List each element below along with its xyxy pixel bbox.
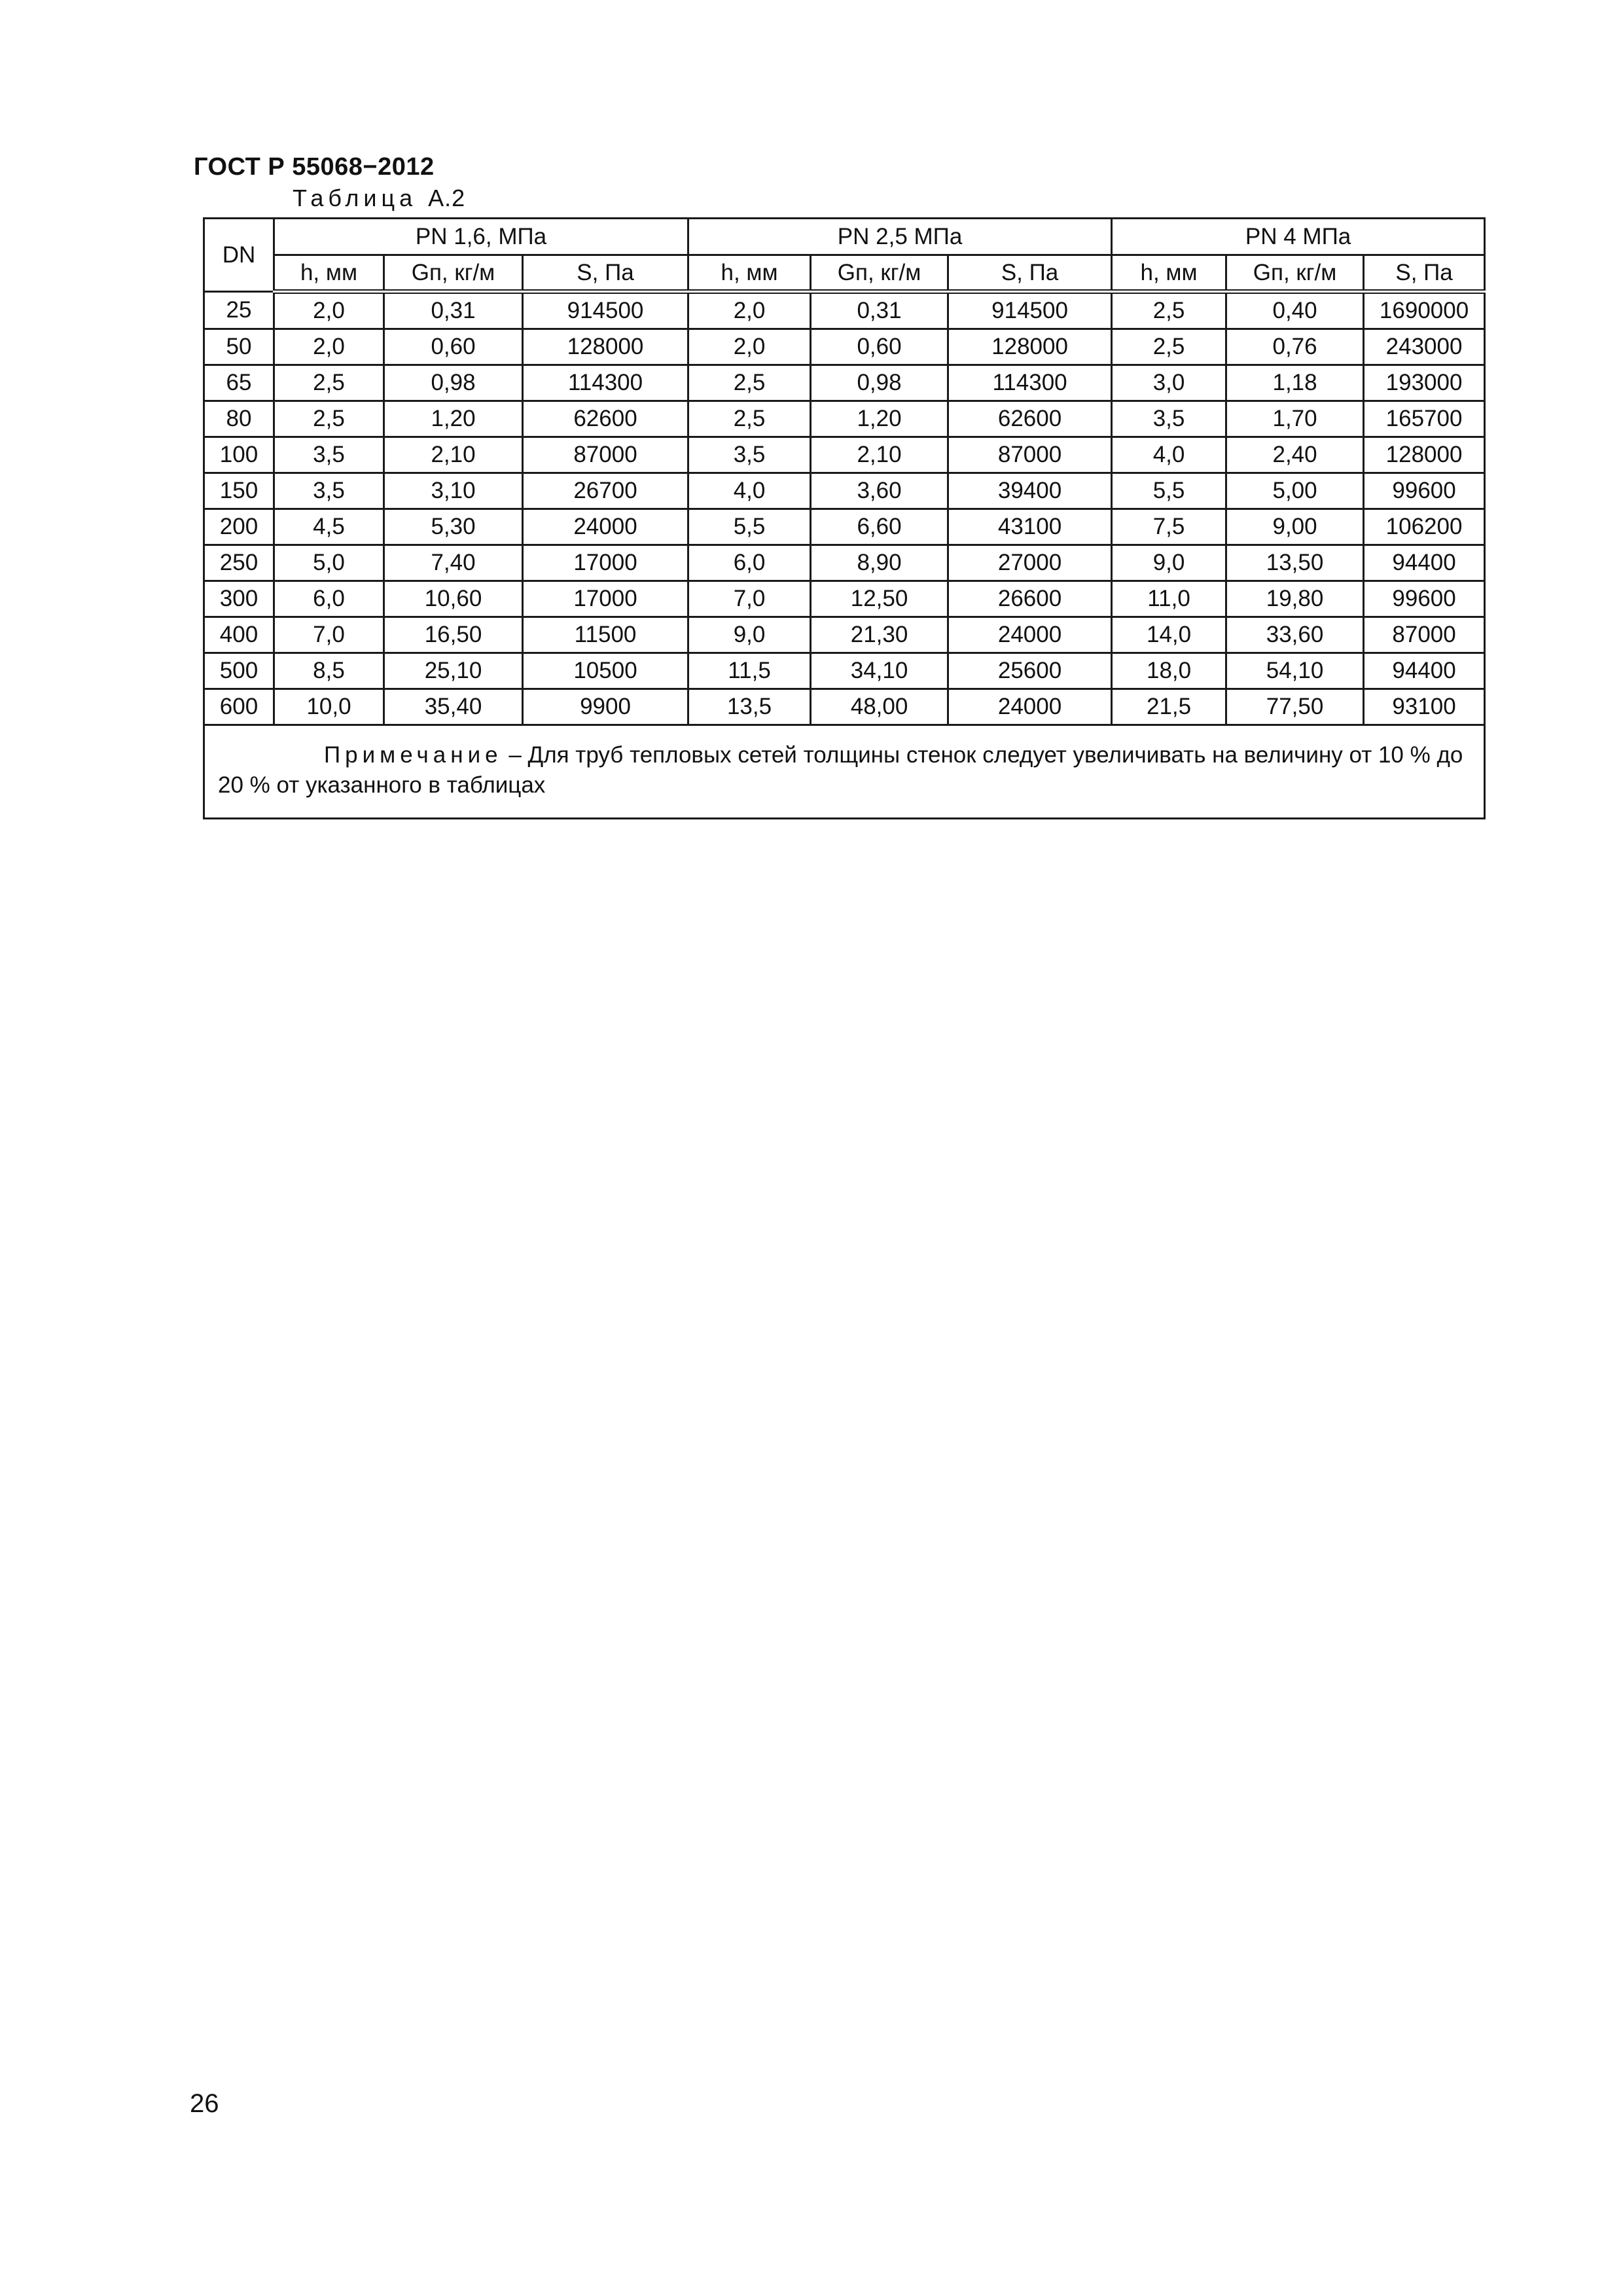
header-column: Gп, кг/м	[1226, 255, 1364, 292]
table-cell: 165700	[1364, 401, 1485, 437]
table-cell: 0,98	[811, 365, 948, 401]
table-cell: 25,10	[384, 653, 523, 689]
table-cell: 2,0	[688, 329, 811, 365]
table-cell: 1,70	[1226, 401, 1364, 437]
table-cell: 3,5	[1112, 401, 1226, 437]
table-caption	[293, 185, 465, 212]
table-row	[204, 329, 1485, 365]
table-cell: 5,30	[384, 509, 523, 545]
table-cell: 11500	[523, 617, 688, 653]
table-cell-dn: 400	[204, 617, 274, 653]
table-cell: 128000	[523, 329, 688, 365]
table-header-row-columns	[204, 255, 1485, 292]
header-group: PN 2,5 МПа	[688, 219, 1112, 255]
table-cell: 24000	[948, 689, 1112, 725]
table-cell: 7,40	[384, 545, 523, 581]
table-cell: 9,00	[1226, 509, 1364, 545]
table-body	[204, 292, 1485, 725]
table-row	[204, 509, 1485, 545]
table-cell: 114300	[523, 365, 688, 401]
table-cell: 54,10	[1226, 653, 1364, 689]
header-column: S, Па	[948, 255, 1112, 292]
table-cell: 24000	[523, 509, 688, 545]
table-cell: 3,5	[688, 437, 811, 473]
table-cell: 0,40	[1226, 292, 1364, 329]
table-cell: 21,30	[811, 617, 948, 653]
header-group: PN 1,6, МПа	[274, 219, 688, 255]
header-dn: DN	[204, 219, 274, 292]
table-cell-dn: 65	[204, 365, 274, 401]
table-cell: 3,10	[384, 473, 523, 509]
table-cell: 5,0	[274, 545, 384, 581]
header-column: Gп, кг/м	[811, 255, 948, 292]
table-row	[204, 292, 1485, 329]
table-cell: 9900	[523, 689, 688, 725]
table-cell: 1,20	[811, 401, 948, 437]
table-cell: 3,5	[274, 473, 384, 509]
table-cell: 26700	[523, 473, 688, 509]
table-cell: 0,31	[811, 292, 948, 329]
table-cell: 7,5	[1112, 509, 1226, 545]
table-cell-dn: 25	[204, 292, 274, 329]
table-row	[204, 401, 1485, 437]
table-cell: 12,50	[811, 581, 948, 617]
table-cell: 2,5	[688, 365, 811, 401]
table-cell: 2,0	[274, 292, 384, 329]
header-column: S, Па	[523, 255, 688, 292]
table-cell: 7,0	[688, 581, 811, 617]
header-column: h, мм	[688, 255, 811, 292]
table-cell: 94400	[1364, 653, 1485, 689]
header-column: h, мм	[274, 255, 384, 292]
table-cell: 6,60	[811, 509, 948, 545]
table-cell-dn: 600	[204, 689, 274, 725]
note-text: – Для труб тепловых сетей толщины стенок следует увеличивать на величину от 10 % до 20 % от указанного в таблицах	[218, 742, 1463, 798]
note-label: Примечание	[324, 742, 503, 768]
table-cell: 99600	[1364, 581, 1485, 617]
table-cell: 2,0	[688, 292, 811, 329]
table-cell: 914500	[523, 292, 688, 329]
table-row	[204, 473, 1485, 509]
table-cell-dn: 300	[204, 581, 274, 617]
table-cell: 7,0	[274, 617, 384, 653]
table-row	[204, 437, 1485, 473]
table-cell: 17000	[523, 581, 688, 617]
table-cell: 128000	[948, 329, 1112, 365]
document-header-code: ГОСТ Р 55068−2012	[194, 153, 435, 181]
table-cell: 26600	[948, 581, 1112, 617]
table-cell: 10,60	[384, 581, 523, 617]
table-cell: 2,0	[274, 329, 384, 365]
table-note-row	[204, 725, 1485, 819]
table-cell: 33,60	[1226, 617, 1364, 653]
table-cell: 0,76	[1226, 329, 1364, 365]
table-cell: 5,5	[688, 509, 811, 545]
table-cell: 0,31	[384, 292, 523, 329]
table-row	[204, 581, 1485, 617]
table-cell: 27000	[948, 545, 1112, 581]
table-header-row-groups	[204, 219, 1485, 255]
header-column: h, мм	[1112, 255, 1226, 292]
table-cell: 0,60	[384, 329, 523, 365]
table-cell: 2,10	[384, 437, 523, 473]
table-cell: 3,60	[811, 473, 948, 509]
table-cell-dn: 100	[204, 437, 274, 473]
table-cell: 39400	[948, 473, 1112, 509]
table-cell: 19,80	[1226, 581, 1364, 617]
table-cell: 62600	[948, 401, 1112, 437]
table-cell: 193000	[1364, 365, 1485, 401]
table-cell: 3,0	[1112, 365, 1226, 401]
header-column: S, Па	[1364, 255, 1485, 292]
table-cell: 9,0	[1112, 545, 1226, 581]
table-cell-dn: 250	[204, 545, 274, 581]
table-note	[204, 725, 1485, 819]
table-cell-dn: 150	[204, 473, 274, 509]
table-cell: 4,0	[688, 473, 811, 509]
table-cell: 87000	[948, 437, 1112, 473]
table-cell: 128000	[1364, 437, 1485, 473]
table-cell: 6,0	[274, 581, 384, 617]
table-cell: 48,00	[811, 689, 948, 725]
table-cell: 2,10	[811, 437, 948, 473]
table-cell: 17000	[523, 545, 688, 581]
table-row	[204, 617, 1485, 653]
table-cell: 3,5	[274, 437, 384, 473]
page-number: 26	[190, 2089, 219, 2118]
table-cell: 43100	[948, 509, 1112, 545]
table-cell: 11,5	[688, 653, 811, 689]
table-row	[204, 653, 1485, 689]
table-cell-dn: 80	[204, 401, 274, 437]
table-cell-dn: 200	[204, 509, 274, 545]
table-row	[204, 689, 1485, 725]
table-cell: 4,5	[274, 509, 384, 545]
table-cell: 2,40	[1226, 437, 1364, 473]
table-cell: 18,0	[1112, 653, 1226, 689]
table-cell: 13,50	[1226, 545, 1364, 581]
table-cell: 87000	[523, 437, 688, 473]
table-cell: 13,5	[688, 689, 811, 725]
table-cell-dn: 50	[204, 329, 274, 365]
table-cell: 14,0	[1112, 617, 1226, 653]
table-cell: 2,5	[274, 365, 384, 401]
pipe-parameters-table	[203, 217, 1486, 819]
table-row	[204, 365, 1485, 401]
table-cell: 2,5	[1112, 292, 1226, 329]
table-cell: 34,10	[811, 653, 948, 689]
table-cell: 9,0	[688, 617, 811, 653]
table-cell: 0,98	[384, 365, 523, 401]
table-cell: 24000	[948, 617, 1112, 653]
table-cell: 0,60	[811, 329, 948, 365]
table-cell: 99600	[1364, 473, 1485, 509]
table-cell: 62600	[523, 401, 688, 437]
table-cell: 114300	[948, 365, 1112, 401]
table-cell: 8,5	[274, 653, 384, 689]
table-cell: 1,18	[1226, 365, 1364, 401]
table-cell: 93100	[1364, 689, 1485, 725]
table-row	[204, 545, 1485, 581]
header-column: Gп, кг/м	[384, 255, 523, 292]
table-cell: 2,5	[688, 401, 811, 437]
table-cell: 2,5	[274, 401, 384, 437]
table-cell: 94400	[1364, 545, 1485, 581]
table-cell: 243000	[1364, 329, 1485, 365]
table-cell: 10,0	[274, 689, 384, 725]
table-cell-dn: 500	[204, 653, 274, 689]
table-cell: 5,00	[1226, 473, 1364, 509]
table-cell: 10500	[523, 653, 688, 689]
table-caption-number: А.2	[428, 185, 466, 211]
table-cell: 6,0	[688, 545, 811, 581]
table-cell: 4,0	[1112, 437, 1226, 473]
table-cell: 1,20	[384, 401, 523, 437]
table-cell: 25600	[948, 653, 1112, 689]
table-cell: 11,0	[1112, 581, 1226, 617]
table-cell: 2,5	[1112, 329, 1226, 365]
table-cell: 5,5	[1112, 473, 1226, 509]
table-cell: 77,50	[1226, 689, 1364, 725]
table-cell: 21,5	[1112, 689, 1226, 725]
table-cell: 35,40	[384, 689, 523, 725]
table-caption-word: Таблица	[293, 185, 418, 211]
table-cell: 914500	[948, 292, 1112, 329]
table-cell: 8,90	[811, 545, 948, 581]
table-cell: 16,50	[384, 617, 523, 653]
table-cell: 87000	[1364, 617, 1485, 653]
table-cell: 1690000	[1364, 292, 1485, 329]
table-cell: 106200	[1364, 509, 1485, 545]
header-group: PN 4 МПа	[1112, 219, 1485, 255]
